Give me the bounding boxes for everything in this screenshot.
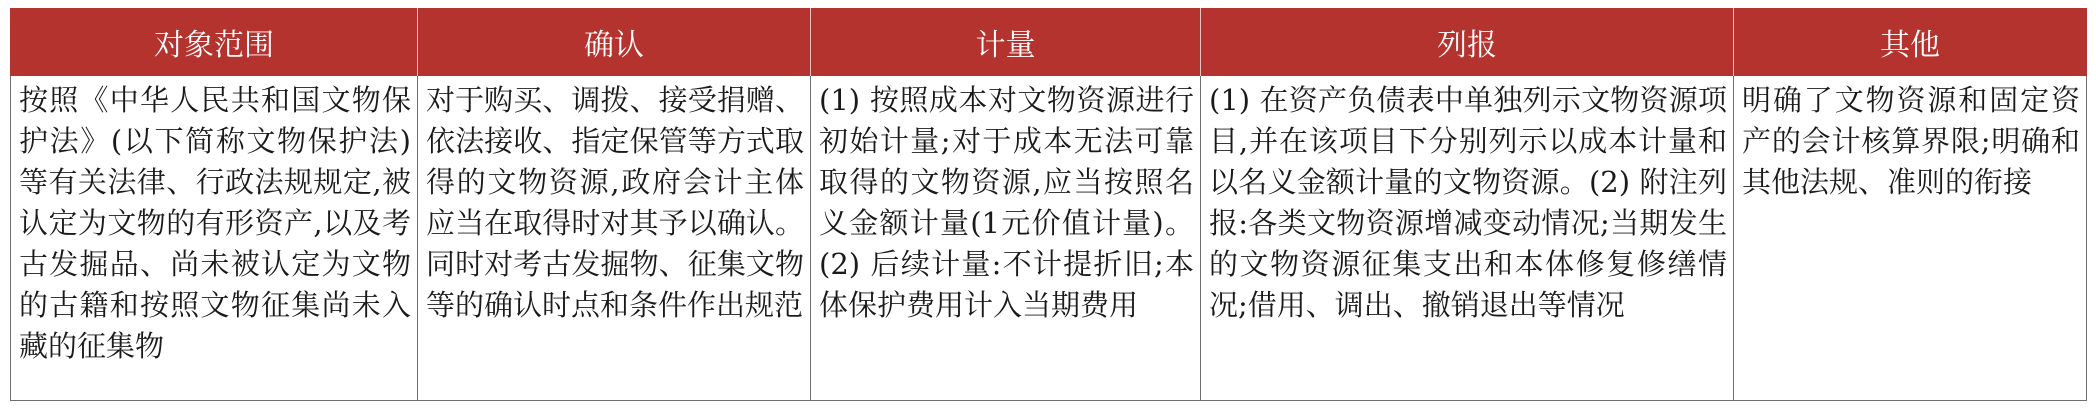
accounting-standard-table-frame (10, 8, 2086, 401)
header-recognition: 确认 (418, 8, 811, 76)
cell-presentation: (1) 在资产负债表中单独列示文物资源项目,并在该项目下分别列示以成本计量和以名义金额计量的文物资源。(2) 附注列报:各类文物资源增减变动情况;当期发生的文物资源征集支出和本体修复修缮情况;借用、调出、撤销退出等情况 (1201, 76, 1734, 401)
header-scope: 对象范围 (11, 8, 418, 76)
cell-recognition: 对于购买、调拨、接受捐赠、依法接收、指定保管等方式取得的文物资源,政府会计主体应当在取得时对其予以确认。同时对考古发掘物、征集文物等的确认时点和条件作出规范 (418, 76, 811, 401)
cell-scope: 按照《中华人民共和国文物保护法》(以下简称文物保护法)等有关法律、行政法规规定,被认定为文物的有形资产,以及考古发掘品、尚未被认定为文物的古籍和按照文物征集尚未入藏的征集物 (11, 76, 418, 401)
cell-measurement: (1) 按照成本对文物资源进行初始计量;对于成本无法可靠取得的文物资源,应当按照名义金额计量(1元价值计量)。(2) 后续计量:不计提折旧;本体保护费用计入当期费用 (811, 76, 1201, 401)
header-row (11, 8, 2087, 76)
header-measurement: 计量 (811, 8, 1201, 76)
header-presentation: 列报 (1201, 8, 1734, 76)
header-other: 其他 (1734, 8, 2087, 76)
cell-other: 明确了文物资源和固定资产的会计核算界限;明确和其他法规、准则的衔接 (1734, 76, 2087, 401)
table-row (11, 76, 2087, 401)
cultural-relic-resources-table (10, 8, 2087, 401)
